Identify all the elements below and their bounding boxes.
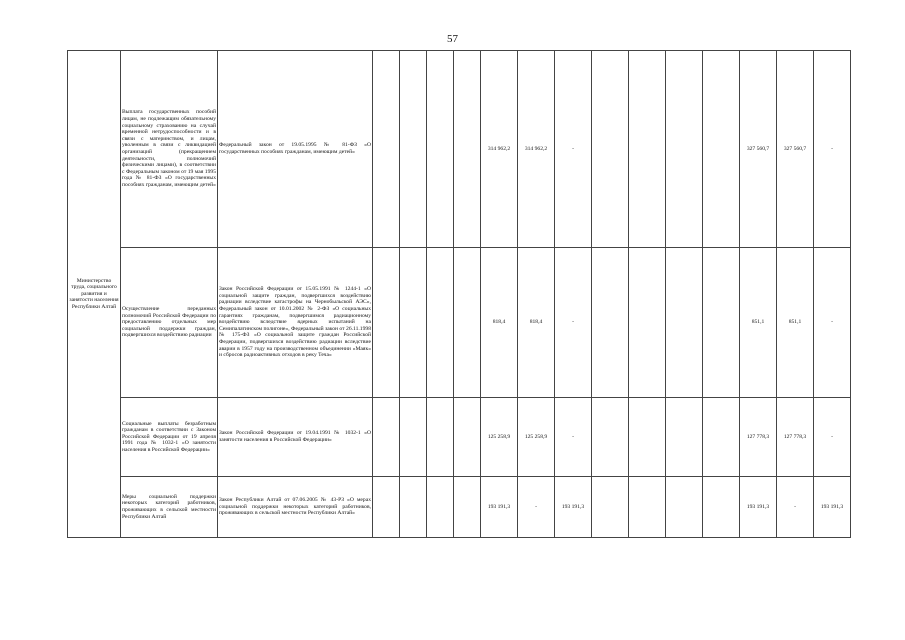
- value-cell: [592, 398, 629, 477]
- value-cell: [592, 51, 629, 248]
- value-cell: 818,4: [481, 248, 518, 398]
- value-cell: [629, 248, 666, 398]
- value-cell: [373, 477, 400, 538]
- value-cell: [629, 51, 666, 248]
- value-cell: 193 191,3: [555, 477, 592, 538]
- value-cell: 314 962,2: [481, 51, 518, 248]
- value-cell: [427, 477, 454, 538]
- value-cell: -: [555, 398, 592, 477]
- page-number: 57: [447, 33, 458, 45]
- value-cell: 327 560,7: [740, 51, 777, 248]
- value-cell: 125 258,9: [481, 398, 518, 477]
- value-cell: [629, 477, 666, 538]
- value-cell: [373, 51, 400, 248]
- value-cell: 851,1: [777, 248, 814, 398]
- value-cell: -: [814, 398, 851, 477]
- table-row: [68, 248, 888, 398]
- value-cell: 818,4: [518, 248, 555, 398]
- ministry-cell: Министерство труда, социального развития и занятости населения Республики Алтай: [68, 51, 121, 538]
- value-cell: [592, 477, 629, 538]
- value-cell: [454, 51, 481, 248]
- table-row: [68, 398, 888, 477]
- value-cell: [703, 398, 740, 477]
- law-cell: Закон Российской Федерации от 15.05.1991 № 1244-1 «О социальной защите граждан, подвергшихся воздействию радиации вследствие катастрофы на Чернобыльской АЭС», Федеральный закон от 10.01.2002 № 2-ФЗ «О социальных гарантиях гражданам, подвергшимся радиационному воздействию вследствие ядерных испытаний на Семипалатинском полигоне», Федеральный закон от 26.11.1998 № 175-ФЗ «О социальной защите граждан Российской Федерации, подвергшихся воздействию радиации вследствие аварии в 1957 году на производственном объединении «Маяк» и сбросов радиоактивных отходов в реку Теча»: [218, 248, 373, 398]
- value-cell: -: [518, 477, 555, 538]
- law-cell: Закон Республики Алтай от 07.06.2005 № 43-РЗ «О мерах социальной поддержки некоторых категорий работников, проживающих в сельской местности Республики Алтай»: [218, 477, 373, 538]
- value-cell: [454, 398, 481, 477]
- value-cell: 127 778,3: [777, 398, 814, 477]
- value-cell: [400, 51, 427, 248]
- value-cell: [373, 248, 400, 398]
- value-cell: [427, 51, 454, 248]
- value-cell: 193 191,3: [740, 477, 777, 538]
- value-cell: [703, 51, 740, 248]
- value-cell: -: [814, 51, 851, 248]
- value-cell: 127 778,3: [740, 398, 777, 477]
- value-cell: 125 258,9: [518, 398, 555, 477]
- value-cell: [592, 248, 629, 398]
- value-cell: 314 962,2: [518, 51, 555, 248]
- value-cell: [400, 398, 427, 477]
- value-cell: [703, 248, 740, 398]
- value-cell: [427, 248, 454, 398]
- value-cell: [454, 248, 481, 398]
- description-cell: Меры социальной поддержки некоторых категорий работников, проживающих в сельской местности Республики Алтай: [121, 477, 218, 538]
- value-cell: [629, 398, 666, 477]
- value-cell: [666, 398, 703, 477]
- value-cell: [666, 248, 703, 398]
- description-cell: Социальные выплаты безработным гражданам в соответствии с Законом Российской Федерации от 19 апреля 1991 года № 1032-1 «О занятости населения в Российской Федерации»: [121, 398, 218, 477]
- law-cell: Федеральный закон от 19.05.1995 № 81-ФЗ «О государственных пособиях гражданам, имеющим детей»: [218, 51, 373, 248]
- law-cell: Закон Российской Федерации от 19.04.1991 № 1032-1 «О занятости населения в Российской Федерации»: [218, 398, 373, 477]
- table-row: [68, 51, 888, 248]
- value-cell: [427, 398, 454, 477]
- value-cell: [454, 477, 481, 538]
- value-cell: [373, 398, 400, 477]
- value-cell: 851,1: [740, 248, 777, 398]
- value-cell: -: [814, 248, 851, 398]
- value-cell: [400, 477, 427, 538]
- value-cell: 193 191,3: [481, 477, 518, 538]
- value-cell: [703, 477, 740, 538]
- value-cell: [400, 248, 427, 398]
- budget-table: [67, 50, 888, 538]
- table-row: [68, 477, 888, 538]
- value-cell: -: [555, 248, 592, 398]
- description-cell: Осуществление переданных полномочий Российской Федерации по предоставлению отдельных мер социальной поддержки граждан, подвергшихся воздействию радиации: [121, 248, 218, 398]
- value-cell: 193 191,3: [814, 477, 851, 538]
- value-cell: -: [777, 477, 814, 538]
- value-cell: 327 560,7: [777, 51, 814, 248]
- value-cell: [666, 51, 703, 248]
- value-cell: [666, 477, 703, 538]
- value-cell: -: [555, 51, 592, 248]
- description-cell: Выплата государственных пособий лицам, не подлежащим обязательному социальному страхованию на случай временной нетрудоспособности и в связи с материнством, и лицам, уволенным в связи с ликвидацией организаций (прекращением деятельности, полномочий физическими лицами), в соответствии с Федеральным законом от 19 мая 1995 года № 81-ФЗ «О государственных пособиях гражданам, имеющим детей»: [121, 51, 218, 248]
